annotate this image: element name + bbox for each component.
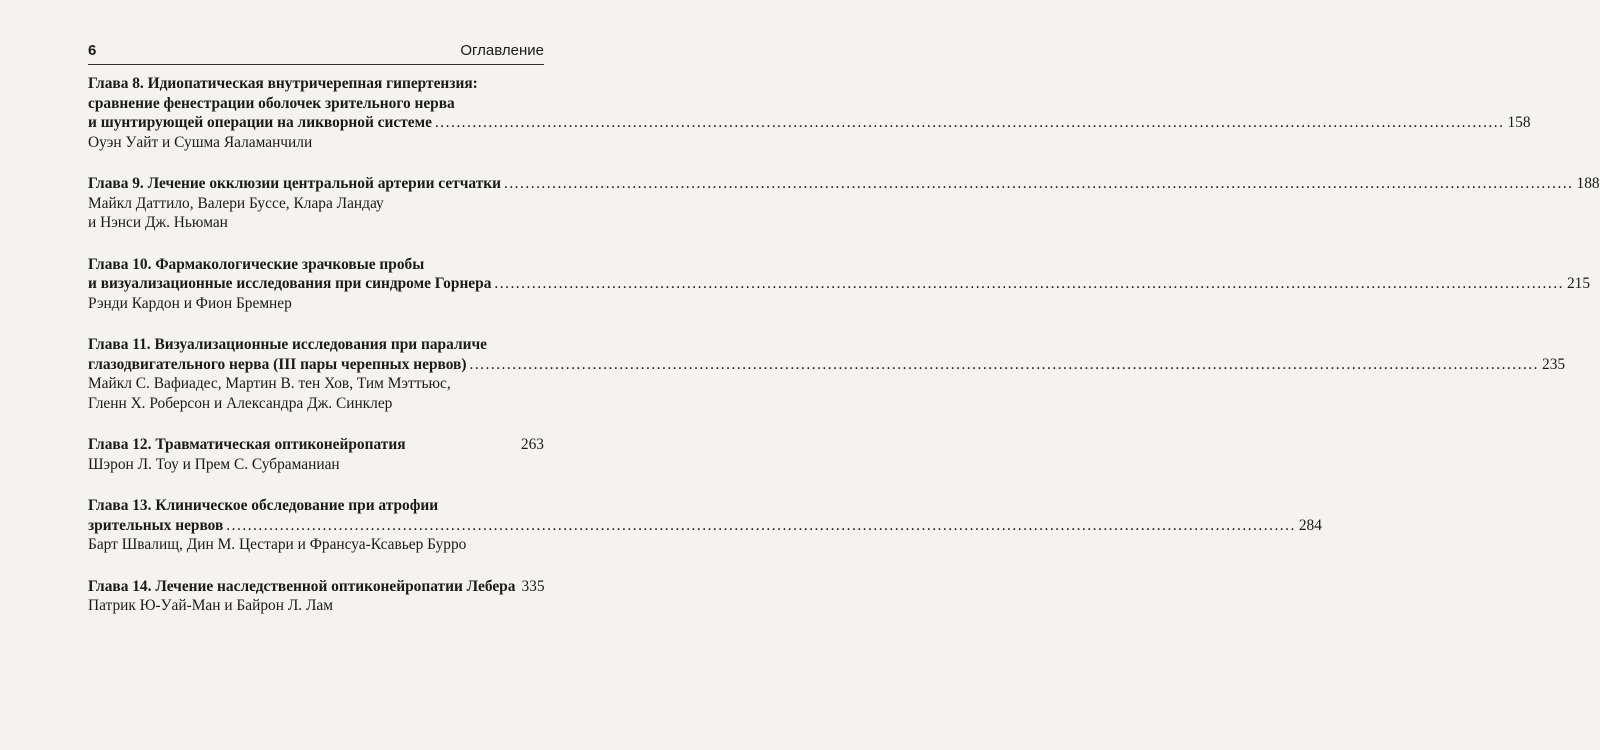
- page-header: [88, 42, 544, 64]
- toc-entry[interactable]: [88, 255, 1591, 314]
- chapter-title-line: Глава 10. Фармакологические зрачковые пробы: [88, 255, 425, 273]
- chapter-title-row: [88, 516, 1322, 536]
- chapter-title-line: глазодвигательного нерва (III пары черепных нервов): [88, 355, 467, 373]
- page-ref[interactable]: 188: [1576, 175, 1600, 192]
- toc-entry[interactable]: [88, 577, 544, 616]
- chapter-title-line: Глава 9. Лечение окклюзии центральной артерии сетчатки: [88, 175, 501, 192]
- toc-entry[interactable]: [88, 335, 1566, 413]
- chapter-authors: Майкл С. Вафиадес, Мартин В. тен Хов, Тим Мэттьюс,: [88, 375, 451, 392]
- dot-leader: ........................................................................................................................................................................................................: [434, 114, 1505, 131]
- page-ref[interactable]: 284: [1298, 516, 1322, 534]
- dot-leader: ........................................................................................................................................................................................................: [503, 175, 1574, 192]
- chapter-title-row: [88, 174, 1600, 194]
- page-ref[interactable]: 335: [521, 577, 545, 595]
- chapter-title-line: Глава 11. Визуализационные исследования при параличе: [88, 336, 487, 353]
- dot-leader: ........................................................................................................................................................................................................: [469, 355, 1539, 373]
- table-of-contents: [88, 74, 1600, 638]
- toc-entry[interactable]: [88, 74, 1531, 152]
- chapter-authors: и Нэнси Дж. Ньюман: [88, 214, 228, 231]
- chapter-title-line: и визуализационные исследования при синдроме Горнера: [88, 275, 492, 292]
- chapter-title-row: [88, 274, 1591, 294]
- toc-entry[interactable]: [88, 435, 544, 474]
- chapter-title-line: и шунтирующей операции на ликворной системе: [88, 114, 432, 131]
- dot-leader: ........................................................................................................................................................................................................: [226, 516, 1296, 534]
- chapter-authors: Патрик Ю-Уай-Ман и Байрон Л. Лам: [88, 597, 333, 614]
- chapter-title-line: Глава 8. Идиопатическая внутричерепная гипертензия:: [88, 75, 478, 92]
- chapter-authors: Шэрон Л. Тоу и Прем С. Субраманиан: [88, 455, 340, 473]
- toc-entry[interactable]: [88, 496, 1322, 555]
- chapter-title-row: [88, 355, 1566, 375]
- chapter-title-line: Глава 13. Клиническое обследование при атрофии: [88, 497, 439, 514]
- chapter-authors: Барт Швалищ, Дин М. Цестари и Франсуа-Ксавьер Бурро: [88, 536, 467, 553]
- chapter-authors: Оуэн Уайт и Сушма Яаламанчили: [88, 133, 313, 151]
- chapter-title-row: [88, 435, 544, 455]
- toc-entry[interactable]: [88, 174, 1600, 233]
- chapter-title-line: зрительных нервов: [88, 516, 224, 534]
- page-ref[interactable]: 215: [1566, 275, 1591, 292]
- page-ref[interactable]: 158: [1507, 114, 1531, 131]
- page-number: 6: [88, 42, 97, 59]
- page-ref[interactable]: 235: [1542, 355, 1566, 373]
- chapter-authors: Майкл Даттило, Валери Буссе, Клара Ландау: [88, 194, 384, 212]
- header-rule: [88, 64, 544, 65]
- running-title: Оглавление: [460, 42, 544, 59]
- chapter-title-row: [88, 113, 1531, 133]
- chapter-title-line: Глава 14. Лечение наследственной оптиконейропатии Лебера: [88, 577, 516, 595]
- dot-leader: ........................................................................................................................................................................................................: [494, 275, 1564, 292]
- chapter-authors: Рэнди Кардон и Фион Бремнер: [88, 294, 292, 312]
- chapter-authors: Гленн Х. Роберсон и Александра Дж. Синклер: [88, 394, 393, 412]
- chapter-title-row: [88, 577, 544, 597]
- page-ref[interactable]: 263: [520, 436, 544, 453]
- chapter-title-line: сравнение фенестрации оболочек зрительного нерва: [88, 94, 455, 112]
- chapter-title-line: Глава 12. Травматическая оптиконейропатия: [88, 436, 406, 453]
